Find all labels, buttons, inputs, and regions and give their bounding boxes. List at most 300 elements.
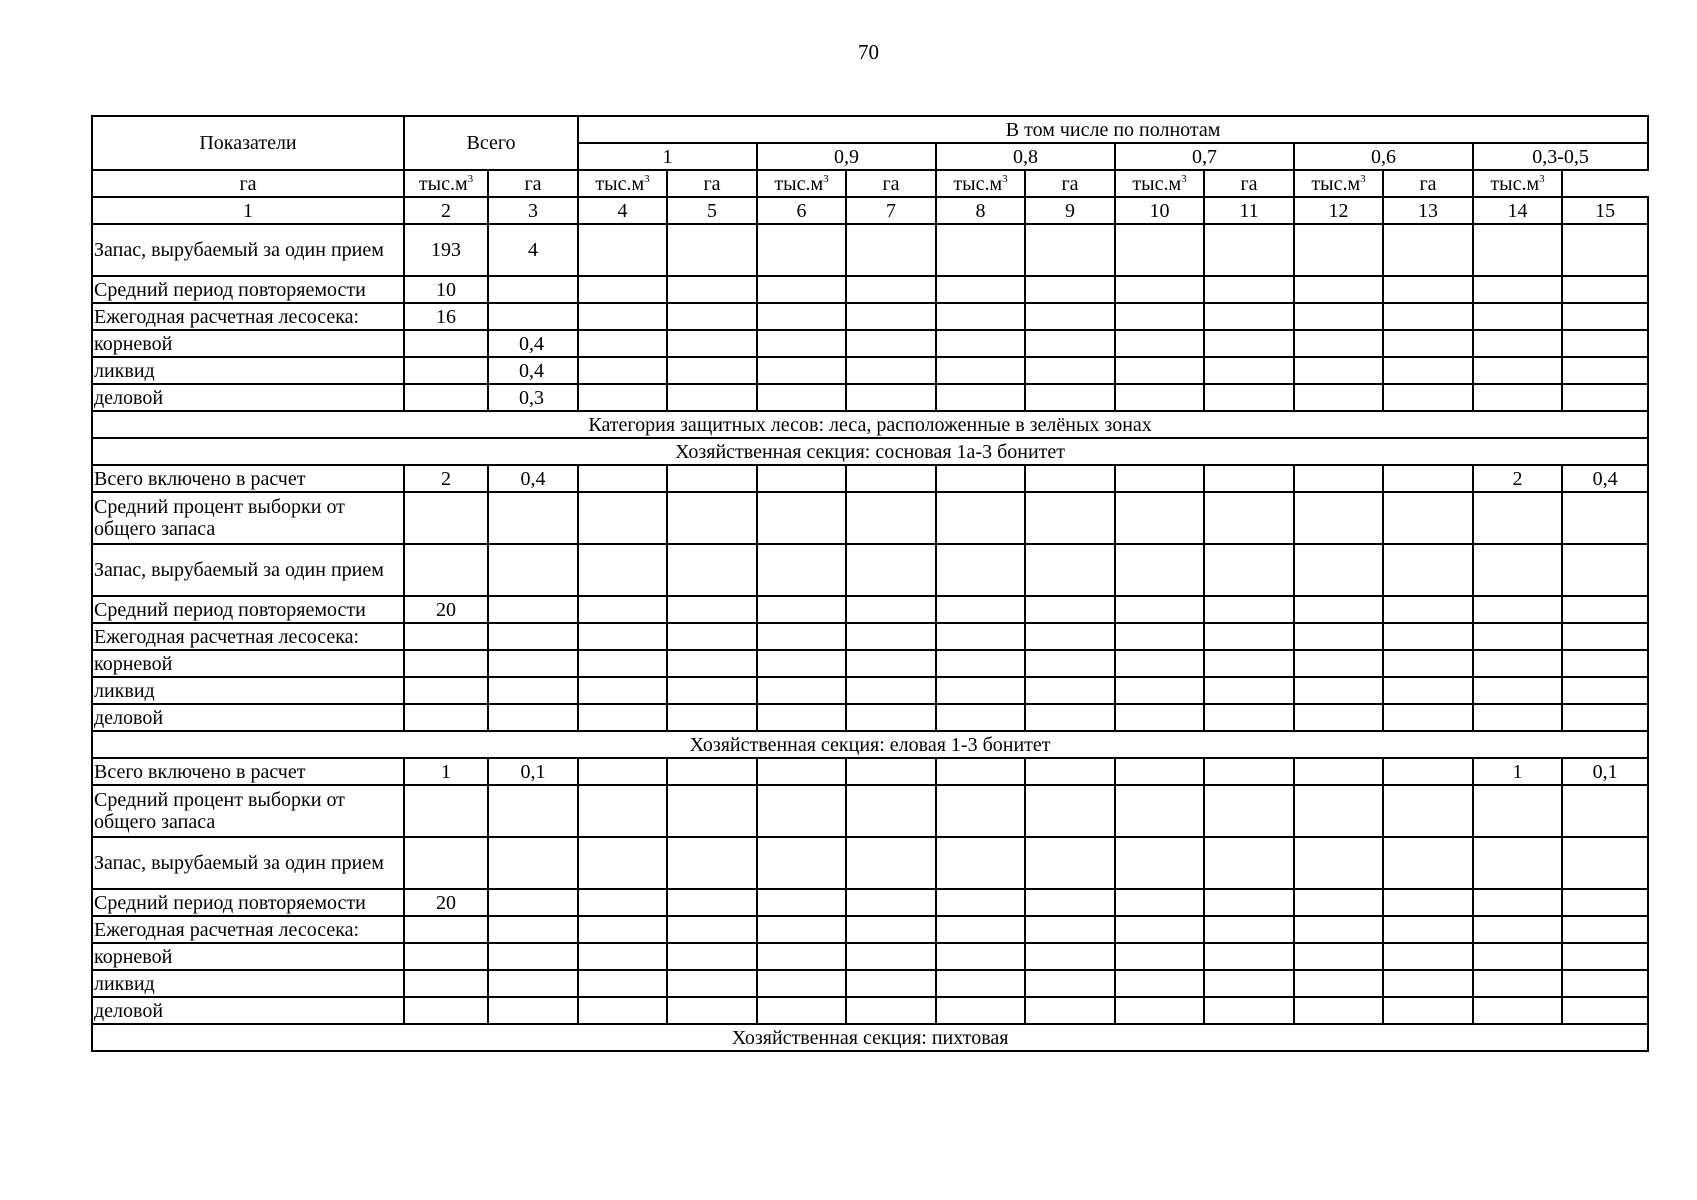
table-cell [846, 997, 936, 1024]
table-row [92, 997, 1648, 1024]
row-label: Средний период повторяемости [92, 889, 404, 916]
table-cell [1473, 384, 1562, 411]
table-cell [667, 544, 757, 596]
section-row [92, 1024, 1648, 1051]
table-cell [667, 492, 757, 544]
table-cell [404, 970, 488, 997]
table-cell [1294, 916, 1383, 943]
table-row [92, 916, 1648, 943]
table-cell [1025, 785, 1115, 837]
table-row [92, 889, 1648, 916]
table-cell [1204, 276, 1294, 303]
table-cell [846, 224, 936, 276]
table-cell [757, 785, 846, 837]
table-cell [1294, 384, 1383, 411]
table-row [92, 650, 1648, 677]
table-row [92, 384, 1648, 411]
table-cell [1562, 943, 1648, 970]
table-cell [936, 544, 1025, 596]
header-including-by-density: В том числе по полнотам [578, 116, 1648, 143]
table-row [92, 704, 1648, 731]
table-cell [1025, 357, 1115, 384]
table-cell [1115, 465, 1204, 492]
table-cell [846, 943, 936, 970]
table-cell [1562, 785, 1648, 837]
table-cell [578, 758, 667, 785]
table-cell [1115, 943, 1204, 970]
table-cell [1562, 492, 1648, 544]
table-cell [578, 330, 667, 357]
table-cell [757, 837, 846, 889]
table-row [92, 303, 1648, 330]
table-cell [667, 623, 757, 650]
table-cell: 1 [1473, 758, 1562, 785]
section-title: Хозяйственная секция: еловая 1-3 бонитет [92, 731, 1648, 758]
header-indicators: Показатели [92, 116, 404, 170]
table-cell [667, 916, 757, 943]
density-group-header: 0,6 [1294, 143, 1473, 170]
table-cell [488, 943, 578, 970]
table-cell [846, 303, 936, 330]
table-cell [578, 623, 667, 650]
table-cell [936, 276, 1025, 303]
table-cell [1383, 224, 1473, 276]
unit-volume-superscript: 3 [644, 172, 650, 185]
row-label: Средний период повторяемости [92, 596, 404, 623]
table-cell [1025, 330, 1115, 357]
table-cell [667, 384, 757, 411]
table-row [92, 544, 1648, 596]
table-cell [1473, 785, 1562, 837]
table-cell [757, 758, 846, 785]
table-cell [1562, 916, 1648, 943]
table-cell [1473, 837, 1562, 889]
density-group-header: 0,7 [1115, 143, 1294, 170]
table-cell [1115, 916, 1204, 943]
table-cell [1025, 623, 1115, 650]
unit-volume-superscript: 3 [823, 172, 829, 185]
table-cell [1025, 997, 1115, 1024]
row-label: корневой [92, 943, 404, 970]
unit-volume-superscript: 3 [467, 172, 474, 185]
table-cell [1383, 623, 1473, 650]
table-cell [1562, 889, 1648, 916]
table-cell [404, 704, 488, 731]
table-cell [578, 837, 667, 889]
table-cell [936, 889, 1025, 916]
table-cell [1204, 623, 1294, 650]
units-row [92, 170, 1648, 197]
table-cell [667, 970, 757, 997]
table-cell [1204, 596, 1294, 623]
unit-ha-header: га [846, 170, 936, 197]
table-cell [488, 303, 578, 330]
row-label: Ежегодная расчетная лесосека: [92, 916, 404, 943]
table-cell [1294, 889, 1383, 916]
table-cell [1115, 224, 1204, 276]
table-cell [1204, 704, 1294, 731]
table-cell [578, 943, 667, 970]
table-cell [404, 623, 488, 650]
table-cell [1115, 357, 1204, 384]
table-cell [1473, 623, 1562, 650]
table-cell [1383, 704, 1473, 731]
unit-volume-header: $тыс.м^3$ [1473, 170, 1562, 197]
row-label: деловой [92, 997, 404, 1024]
unit-volume-header: $тыс.м^3$ [578, 170, 667, 197]
unit-volume-header: $тыс.м^3$ [404, 170, 488, 197]
table-cell [1115, 384, 1204, 411]
table-cell [578, 785, 667, 837]
table-cell: 20 [404, 596, 488, 623]
table-cell [667, 303, 757, 330]
table-cell [846, 357, 936, 384]
unit-volume-header: $тыс.м^3$ [1294, 170, 1383, 197]
table-cell: 0,1 [488, 758, 578, 785]
table-cell [757, 357, 846, 384]
table-cell [1204, 997, 1294, 1024]
table-cell [1204, 837, 1294, 889]
table-cell [578, 357, 667, 384]
table-cell [404, 492, 488, 544]
table-cell [1473, 224, 1562, 276]
table-cell [1562, 330, 1648, 357]
table-cell [1115, 997, 1204, 1024]
table-cell [1383, 357, 1473, 384]
table-cell [1294, 970, 1383, 997]
table-cell [1115, 650, 1204, 677]
table-cell [404, 943, 488, 970]
table-cell [1294, 224, 1383, 276]
section-row [92, 731, 1648, 758]
table-cell [488, 650, 578, 677]
table-cell [1204, 357, 1294, 384]
row-label: ликвид [92, 677, 404, 704]
table-cell [1025, 970, 1115, 997]
section-title: Хозяйственная секция: сосновая 1а-3 бонитет [92, 438, 1648, 465]
table-cell [846, 276, 936, 303]
table-cell [936, 623, 1025, 650]
table-cell [846, 677, 936, 704]
table-cell [1383, 330, 1473, 357]
table-cell [757, 492, 846, 544]
table-cell [578, 465, 667, 492]
unit-ha-header: га [92, 170, 404, 197]
table-cell [404, 837, 488, 889]
table-cell [578, 596, 667, 623]
table-cell [846, 623, 936, 650]
table-cell [1473, 330, 1562, 357]
table-cell [1204, 544, 1294, 596]
table-row [92, 465, 1648, 492]
table-cell [578, 544, 667, 596]
table-cell [936, 596, 1025, 623]
table-cell [1473, 357, 1562, 384]
table-cell [1473, 704, 1562, 731]
table-cell [1204, 465, 1294, 492]
header-total: Всего [404, 116, 578, 170]
table-cell [1025, 492, 1115, 544]
table-cell: 0,4 [488, 330, 578, 357]
table-cell [936, 384, 1025, 411]
table-cell [1383, 970, 1473, 997]
table-cell [1383, 677, 1473, 704]
table-cell [404, 330, 488, 357]
table-cell [1025, 544, 1115, 596]
table-cell [1383, 889, 1473, 916]
table-cell [667, 465, 757, 492]
table-cell [1204, 330, 1294, 357]
section-row [92, 411, 1648, 438]
table-cell [404, 650, 488, 677]
table-cell [578, 276, 667, 303]
table-cell [1562, 997, 1648, 1024]
table-cell [488, 889, 578, 916]
table-cell [1473, 916, 1562, 943]
column-number: 15 [1562, 197, 1648, 224]
table-cell [936, 677, 1025, 704]
table-cell [757, 276, 846, 303]
table-cell [1115, 837, 1204, 889]
table-cell [757, 997, 846, 1024]
table-cell [1383, 650, 1473, 677]
table-cell [1294, 492, 1383, 544]
unit-ha-header: га [1025, 170, 1115, 197]
table-cell [667, 758, 757, 785]
table-cell [757, 330, 846, 357]
table-cell [1115, 330, 1204, 357]
table-cell [1294, 677, 1383, 704]
table-cell [1473, 650, 1562, 677]
table-cell [488, 704, 578, 731]
table-cell [1025, 916, 1115, 943]
table-cell [1562, 544, 1648, 596]
table-cell [488, 276, 578, 303]
table-cell [936, 785, 1025, 837]
table-cell [488, 544, 578, 596]
table-cell [404, 384, 488, 411]
table-cell [757, 303, 846, 330]
table-cell [404, 677, 488, 704]
table-cell [1204, 758, 1294, 785]
table-cell [1562, 704, 1648, 731]
table-cell [1025, 677, 1115, 704]
density-group-header: 0,3-0,5 [1473, 143, 1648, 170]
table-cell [1562, 384, 1648, 411]
table-cell [1562, 303, 1648, 330]
table-cell [757, 623, 846, 650]
table-cell [1383, 943, 1473, 970]
table-cell [1204, 303, 1294, 330]
table-cell [1383, 596, 1473, 623]
density-group-header: 0,9 [757, 143, 936, 170]
table-cell [1115, 704, 1204, 731]
column-number: 11 [1204, 197, 1294, 224]
table-cell [846, 970, 936, 997]
unit-volume-superscript: 3 [1002, 172, 1008, 185]
table-cell [667, 889, 757, 916]
table-cell [1383, 916, 1473, 943]
table-cell [846, 785, 936, 837]
table-cell [1115, 303, 1204, 330]
table-cell [667, 997, 757, 1024]
density-group-header: 0,8 [936, 143, 1115, 170]
table-cell [1294, 650, 1383, 677]
table-cell [667, 224, 757, 276]
table-cell [488, 997, 578, 1024]
table-cell: 0,1 [1562, 758, 1648, 785]
table-cell [1025, 943, 1115, 970]
table-cell [846, 758, 936, 785]
table-cell [936, 970, 1025, 997]
table-cell [1562, 623, 1648, 650]
unit-ha-header: га [1383, 170, 1473, 197]
table-cell [1294, 997, 1383, 1024]
table-cell [404, 357, 488, 384]
table-cell [1294, 330, 1383, 357]
table-cell [757, 916, 846, 943]
table-cell [404, 997, 488, 1024]
table-cell [936, 492, 1025, 544]
table-cell [488, 596, 578, 623]
table-cell [936, 916, 1025, 943]
table-cell [846, 492, 936, 544]
table-cell [757, 943, 846, 970]
table-cell: 0,4 [1562, 465, 1648, 492]
row-label: Ежегодная расчетная лесосека: [92, 623, 404, 650]
column-number: 10 [1115, 197, 1204, 224]
table-cell [1294, 357, 1383, 384]
table-cell [667, 596, 757, 623]
table-cell: 20 [404, 889, 488, 916]
table-cell: 0,3 [488, 384, 578, 411]
column-number: 12 [1294, 197, 1383, 224]
unit-volume-superscript: 3 [1360, 172, 1366, 185]
column-number: 9 [1025, 197, 1115, 224]
unit-volume-superscript: 3 [1181, 172, 1187, 185]
table-header [92, 116, 1648, 224]
row-label: ликвид [92, 357, 404, 384]
table-cell [404, 544, 488, 596]
table-cell [667, 357, 757, 384]
table-cell [1562, 276, 1648, 303]
table-cell [1473, 544, 1562, 596]
table-cell [1383, 997, 1473, 1024]
table-cell: 2 [1473, 465, 1562, 492]
table-row [92, 623, 1648, 650]
row-label: Всего включено в расчет [92, 465, 404, 492]
table-cell [1115, 544, 1204, 596]
column-number: 3 [488, 197, 578, 224]
table-cell: 4 [488, 224, 578, 276]
table-cell [1294, 758, 1383, 785]
table-cell [1115, 596, 1204, 623]
unit-ha-header: га [1204, 170, 1294, 197]
row-label: Средний процент выборки от общего запаса [92, 785, 404, 837]
table-cell [1204, 916, 1294, 943]
table-cell [578, 889, 667, 916]
column-number: 4 [578, 197, 667, 224]
table-cell [1562, 970, 1648, 997]
table-cell [1025, 276, 1115, 303]
table-cell [578, 677, 667, 704]
density-group-header: 1 [578, 143, 757, 170]
table-cell [1025, 303, 1115, 330]
table-cell [757, 889, 846, 916]
unit-volume-header: $тыс.м^3$ [1115, 170, 1204, 197]
table-cell [488, 837, 578, 889]
table-cell [1204, 492, 1294, 544]
table-row [92, 330, 1648, 357]
table-cell [488, 623, 578, 650]
table-cell [1562, 650, 1648, 677]
table-cell [1562, 596, 1648, 623]
table-cell [846, 384, 936, 411]
table-row [92, 943, 1648, 970]
table-cell [1115, 785, 1204, 837]
section-title: Хозяйственная секция: пихтовая [92, 1024, 1648, 1051]
table-cell [488, 785, 578, 837]
row-label: Средний процент выборки от общего запаса [92, 492, 404, 544]
table-row [92, 492, 1648, 544]
table-cell [1473, 303, 1562, 330]
table-cell [1204, 943, 1294, 970]
column-number: 8 [936, 197, 1025, 224]
table-cell [667, 650, 757, 677]
table-cell [1115, 276, 1204, 303]
table-cell [404, 916, 488, 943]
table-cell [936, 997, 1025, 1024]
table-cell [488, 970, 578, 997]
table-cell [1204, 889, 1294, 916]
row-label: деловой [92, 704, 404, 731]
section-title: Категория защитных лесов: леса, расположенные в зелёных зонах [92, 411, 1648, 438]
table-cell [846, 889, 936, 916]
table-cell [936, 837, 1025, 889]
table-cell [1383, 384, 1473, 411]
table-cell [667, 837, 757, 889]
column-number: 1 [92, 197, 404, 224]
table-cell [667, 330, 757, 357]
table-cell [1562, 224, 1648, 276]
table-cell [1294, 704, 1383, 731]
table-cell [757, 465, 846, 492]
calculation-table [91, 115, 1649, 1052]
table-cell [1025, 758, 1115, 785]
column-number: 14 [1473, 197, 1562, 224]
table-cell [1204, 970, 1294, 997]
table-cell [757, 224, 846, 276]
table-cell [578, 650, 667, 677]
table-cell [936, 465, 1025, 492]
row-label: Запас, вырубаемый за один прием [92, 224, 404, 276]
unit-volume-superscript: 3 [1539, 172, 1545, 185]
table-cell [757, 384, 846, 411]
table-cell [1115, 492, 1204, 544]
row-label: корневой [92, 330, 404, 357]
table-cell [488, 677, 578, 704]
table-cell [1204, 650, 1294, 677]
table-row [92, 785, 1648, 837]
table-cell [667, 276, 757, 303]
table-cell [1383, 837, 1473, 889]
table-cell [757, 677, 846, 704]
table-cell [578, 704, 667, 731]
table-cell [1294, 303, 1383, 330]
table-cell [1473, 276, 1562, 303]
row-label: корневой [92, 650, 404, 677]
column-number: 2 [404, 197, 488, 224]
